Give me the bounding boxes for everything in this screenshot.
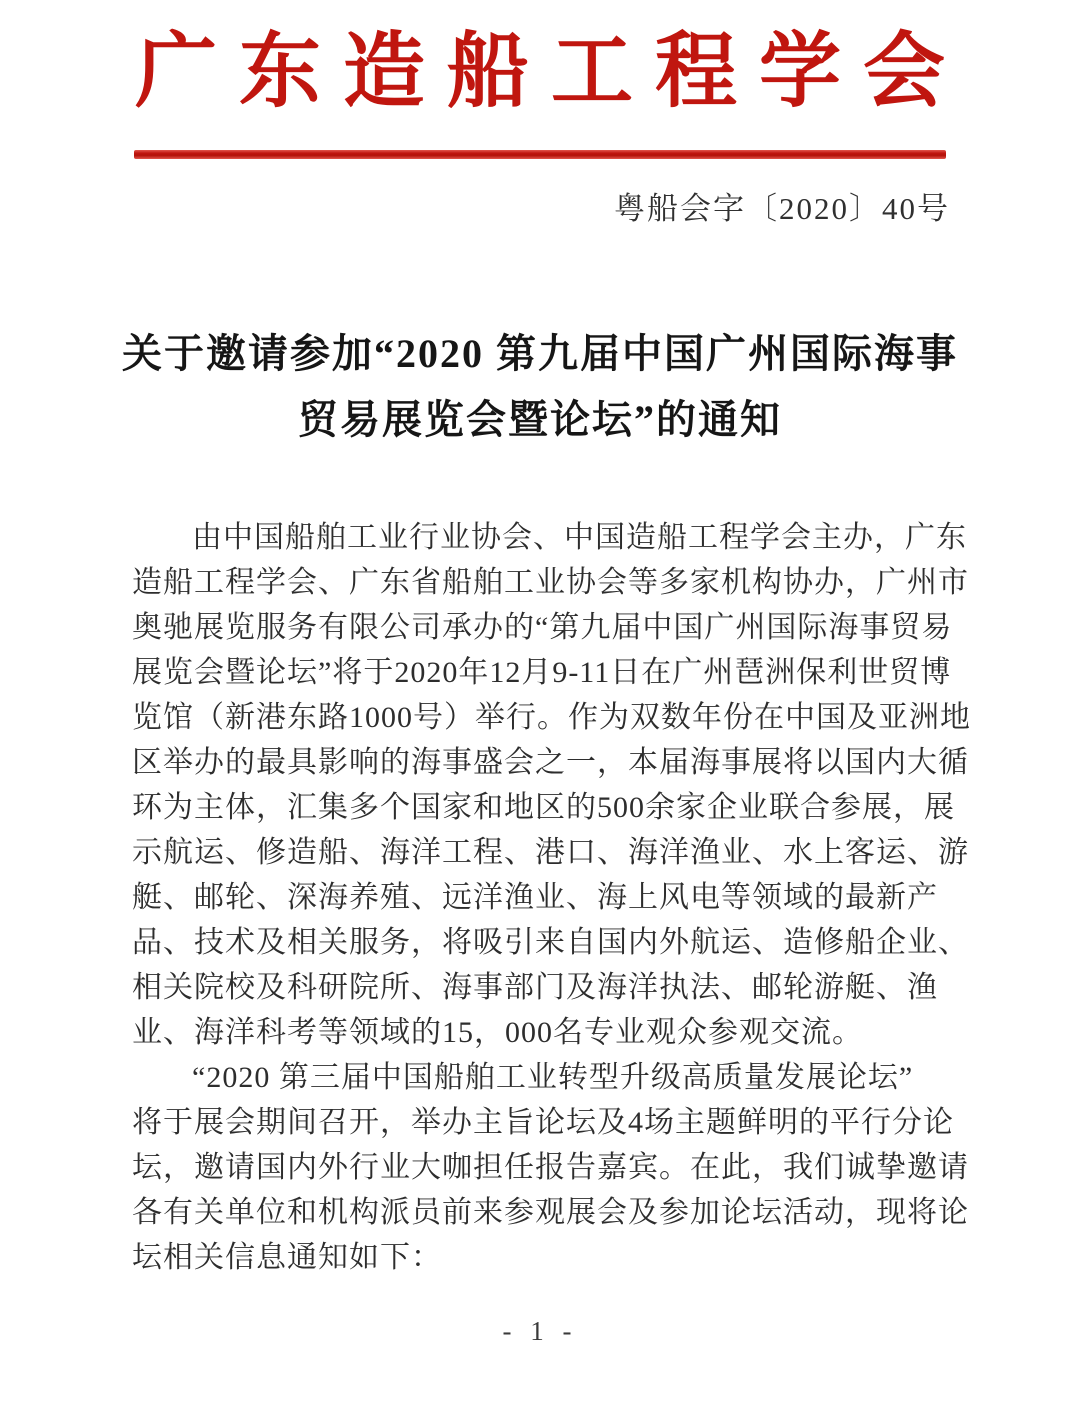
body-line: 示航运、修造船、海洋工程、港口、海洋渔业、水上客运、游: [132, 836, 969, 869]
org-name-header: 广东造船工程学会: [134, 26, 967, 117]
body-line: 艇、邮轮、深海养殖、远洋渔业、海上风电等领域的最新产: [132, 881, 938, 914]
body-line: 各有关单位和机构派员前来参观展会及参加论坛活动，现将论: [132, 1196, 969, 1229]
body-line: 坛，邀请国内外行业大咖担任报告嘉宾。在此，我们诚挚邀请: [132, 1151, 969, 1184]
body-line: 坛相关信息通知如下：: [132, 1241, 442, 1274]
body-line: 业、海洋科考等领域的15，000名专业观众参观交流。: [132, 1016, 863, 1049]
body-paragraph-2: [132, 1055, 969, 1280]
body-line: 奥驰展览服务有限公司承办的“第九届中国广州国际海事贸易: [132, 611, 953, 644]
notice-title-line-2: 贸易展览会暨论坛”的通知: [298, 397, 782, 442]
notice-title: [0, 321, 1080, 453]
body-line: 相关院校及科研院所、海事部门及海洋执法、邮轮游艇、渔: [132, 971, 938, 1004]
body-line: 品、技术及相关服务，将吸引来自国内外航运、造修船企业、: [132, 926, 969, 959]
doc-number: 粤船会字〔2020〕40号: [614, 191, 950, 226]
notice-body: [0, 515, 1080, 1280]
body-line: 由中国船舶工业行业协会、中国造船工程学会主办，广东: [192, 521, 967, 554]
header-divider: [134, 150, 946, 159]
notice-title-line-1: 关于邀请参加“2020 第九届中国广州国际海事: [122, 331, 958, 376]
page-number: - 1 -: [502, 1316, 578, 1346]
body-line: 环为主体，汇集多个国家和地区的500余家企业联合参展，展: [132, 791, 955, 824]
body-paragraph-1: [132, 515, 971, 1055]
body-line: 览馆（新港东路1000号）举行。作为双数年份在中国及亚洲地: [132, 701, 971, 734]
body-line: 将于展会期间召开，举办主旨论坛及4场主题鲜明的平行分论: [132, 1106, 954, 1139]
body-line: 区举办的最具影响的海事盛会之一，本届海事展将以国内大循: [132, 746, 969, 779]
body-line: 造船工程学会、广东省船舶工业协会等多家机构协办，广州市: [132, 566, 969, 599]
body-line: 展览会暨论坛”将于2020年12月9-11日在广州琶洲保利世贸博: [132, 656, 952, 689]
body-line: “2020 第三届中国船舶工业转型升级高质量发展论坛”: [192, 1061, 914, 1094]
